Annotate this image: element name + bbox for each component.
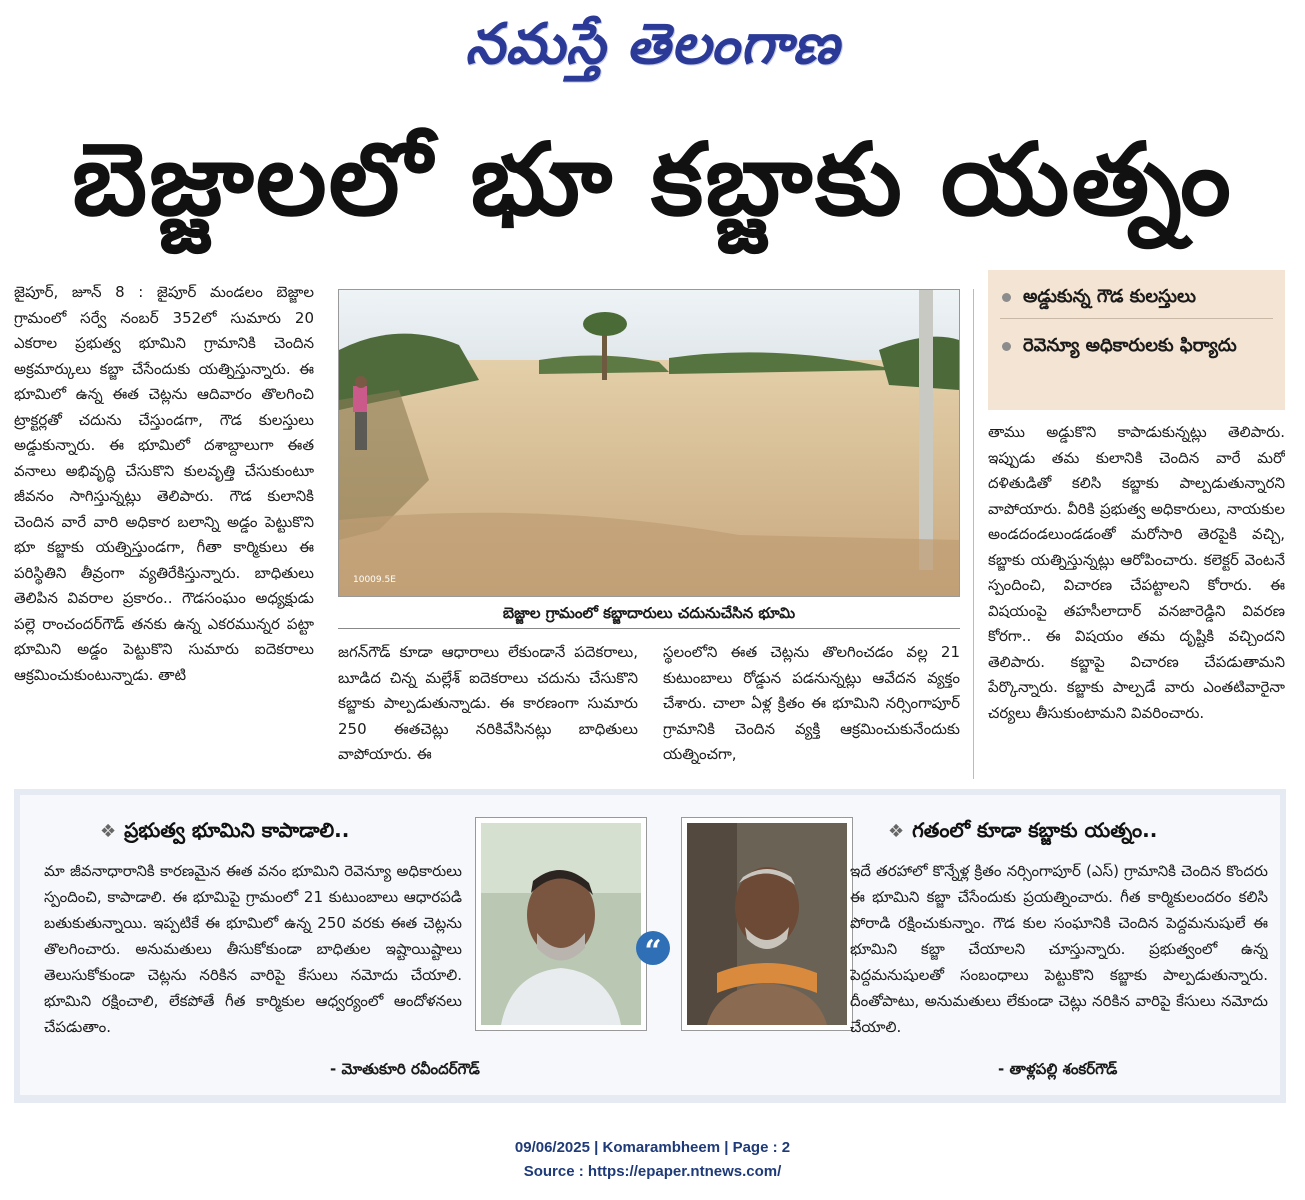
- article-column-2: [338, 640, 638, 780]
- photo-watermark: 10009.5E: [353, 575, 396, 585]
- article-column-3: [663, 640, 960, 780]
- quote-right-title-text: గతంలో కూడా కబ్జాకు యత్నం..: [912, 818, 1158, 842]
- quote-mark-icon: “: [636, 931, 670, 965]
- diamond-icon: ❖: [100, 821, 117, 842]
- column-divider: [973, 289, 974, 779]
- footer-source-line: Source : https://epaper.ntnews.com/: [523, 1163, 782, 1180]
- bullet-icon: [1002, 342, 1011, 351]
- quote-left-signature: - మోతుకూరి రవీందర్‌గౌడ్‌: [330, 1060, 480, 1078]
- article-text-col3: స్థలంలోని ఈత చెట్లను తొలగించడం వల్ల 21 కుటుంబాలు రోడ్డున పడనున్నట్లు ఆవేదన వ్యక్తం చేశారు. చాలా ఏళ్ల క్రితం ఈ భూమిని నర్సింగాపూర్‌ గ్రామానికి చెందిన వ్యక్తి ఆక్రమించుకునేందుకు యత్నించగా,: [663, 643, 960, 763]
- quote-left-text: మా జీవనాధారానికి కారణమైన ఈత వనం భూమిని రెవెన్యూ అధికారులు స్పందించి, కాపాడాలి. ఈ భూమిపై గ్రామంలో 21 కుటుంబాలు ఆధారపడి బతుకుతున్నాయి. ఇప్పటికే ఈ భూమిలో ఉన్న 250 వరకు ఈత చెట్లను తొలగించారు. అనుమతులు తీసుకోకుండా బాధితుల ఇష్టాయిష్టాలు తెలుసుకోకుండా చెట్లను నరికిన వారిపై కేసులు నమోదు చేయాలి. భూమిని రక్షించాలి, లేకపోతే గీత కార్మికుల ఆధ్వర్యంలో ఆందోళనలు చేపడుతాం.: [44, 862, 462, 1036]
- highlight-item: [988, 270, 1285, 318]
- quote-left-title-text: ప్రభుత్వ భూమిని కాపాడాలి..: [124, 818, 350, 842]
- article-column-4: [988, 420, 1285, 780]
- quote-left-title: [100, 815, 460, 847]
- footer-date-line: 09/06/2025 | Komarambheem | Page : 2: [514, 1139, 791, 1156]
- article-column-1: [14, 280, 314, 780]
- person-photo-left: [476, 818, 646, 1030]
- highlight-text: రెవెన్యూ అధికారులకు ఫిర్యాదు: [1023, 335, 1237, 356]
- highlight-text: అడ్డుకున్న గౌడ కులస్తులు: [1023, 286, 1196, 307]
- land-photo-image: [339, 290, 959, 596]
- headline: బెజ్జాలలో భూ కబ్జాకు యత్నం: [72, 121, 1233, 238]
- person-portrait-icon: [481, 823, 641, 1025]
- person-photo-right: [682, 818, 852, 1030]
- quote-right-title: [888, 815, 1268, 847]
- article-text-col4: తాము అడ్డుకొని కాపాడుకున్నట్లు తెలిపారు. ఇప్పుడు తమ కులానికి చెందిన వారే మరో దళితుడితో కలిసి కబ్జాకు పాల్పడుతున్నారని వాపోయారు. వీరికి ప్రభుత్వ అధికారులు, నాయకుల అండదండలుండడంతో మరోసారి తెరపైకి వచ్చి, కబ్జాకు యత్నిస్తున్నట్లు ఆరోపించారు. కలెక్టర్‌ వెంటనే స్పందించి, విచారణ చేపట్టాలని కోరారు. ఈ విషయంపై తహసీలాదార్‌ వనజారెడ్డిని వివరణ కోరగా.. ఈ విషయం తమ దృష్టికి వచ్చిందని తెలిపారు. కబ్జాపై విచారణ చేపడుతామని పేర్కొన్నారు. కబ్జాకు పాల్పడే వారు ఎంతటివారైనా చర్యలు తీసుకుంటామని వివరించారు.: [988, 423, 1285, 722]
- article-text-col1: జైపూర్‌, జూన్‌ 8 : జైపూర్‌ మండలం బెజ్జాల గ్రామంలో సర్వే నంబర్‌ 352లో సుమారు 20 ఎకరాల ప్రభుత్వ భూమిని గ్రామానికి చెందిన అక్రమార్కులు కబ్జా చేసేందుకు యత్నిస్తున్నారు. ఈ భూమిలో ఉన్న ఈత చెట్లను ఆదివారం తొలగించి ట్రాక్టర్లతో చదును చేస్తుండగా, గౌడ కులస్తులు అడ్డుకున్నారు. ఈ భూమిలో దశాబ్దాలుగా ఈత వనాలు అభివృద్ధి చేసుకొని కులవృత్తి చేసుకుంటూ జీవనం సాగిస్తున్నట్లు తెలిపారు. గౌడ కులానికి చెందిన వారే వారి అధికార బలాన్ని అడ్డం పెట్టుకొని భూ కబ్జాకు యత్నిస్తుండగా, గీతా కార్మికులు ఈ పరిస్థితిని తీవ్రంగా వ్యతిరేకిస్తున్నారు. బాధితులు తెలిపిన వివరాల ప్రకారం.. గౌడసంఘం అధ్యక్షుడు పల్లె రాంచందర్‌గౌడ్‌ తనకు ఉన్న ఎకరమున్నర పట్టా భూమిని అడ్డం పెట్టుకొని సుమారు ఐదెకరాలు ఆక్రమించుకుంటున్నాడు. తాటి: [14, 283, 314, 684]
- highlight-item: [988, 319, 1285, 367]
- article-text-col2: జగన్‌గౌడ్‌ కూడా ఆధారాలు లేకుండానే పదెకరాలు, బూడిద చిన్న మల్లేశ్‌ ఐదెకరాలు చదును చేసుకొని కబ్జాకు పాల్పడుతున్నాడు. ఈ కారణంగా సుమారు 250 ఈతచెట్లు నరికివేసినట్లు బాధితులు వాపోయారు. ఈ: [338, 643, 638, 763]
- quote-right-signature: - తాళ్లపల్లి శంకర్‌గౌడ్‌: [998, 1060, 1118, 1078]
- land-photo: [338, 289, 960, 597]
- highlights-box: [988, 270, 1285, 410]
- masthead-logo: నమస్తే తెలంగాణ: [465, 11, 840, 77]
- photo-caption: బెజ్జాల గ్రామంలో కబ్జాదారులు చదునుచేసిన భూమి: [338, 598, 960, 629]
- person-portrait-icon: [687, 823, 847, 1025]
- diamond-icon: ❖: [888, 821, 905, 842]
- footer: [0, 1136, 1305, 1184]
- quote-right-text: ఇదే తరహాలో కొన్నేళ్ల క్రితం నర్సింగాపూర్‌ (ఎస్‌) గ్రామానికి చెందిన కొందరు ఈ భూమిని కబ్జా చేసేందుకు ప్రయత్నించారు. గీత కార్మికులందరం కలిసి పోరాడి రక్షించుకున్నాం. గౌడ కుల సంఘానికి చెందిన పెద్దమనుషులే ఈ భూమిని కబ్జా చేయాలని చూస్తున్నారు. ప్రభుత్వంలో ఉన్న పెద్దమనుషులతో సంబంధాలు పెట్టుకొని కబ్జాకు పాల్పడుతున్నారు. దీంతోపాటు, అనుమతులు లేకుండా చెట్లు నరికిన వారిపై కేసులు నమోదు చేయాలి.: [850, 862, 1268, 1036]
- bullet-icon: [1002, 293, 1011, 302]
